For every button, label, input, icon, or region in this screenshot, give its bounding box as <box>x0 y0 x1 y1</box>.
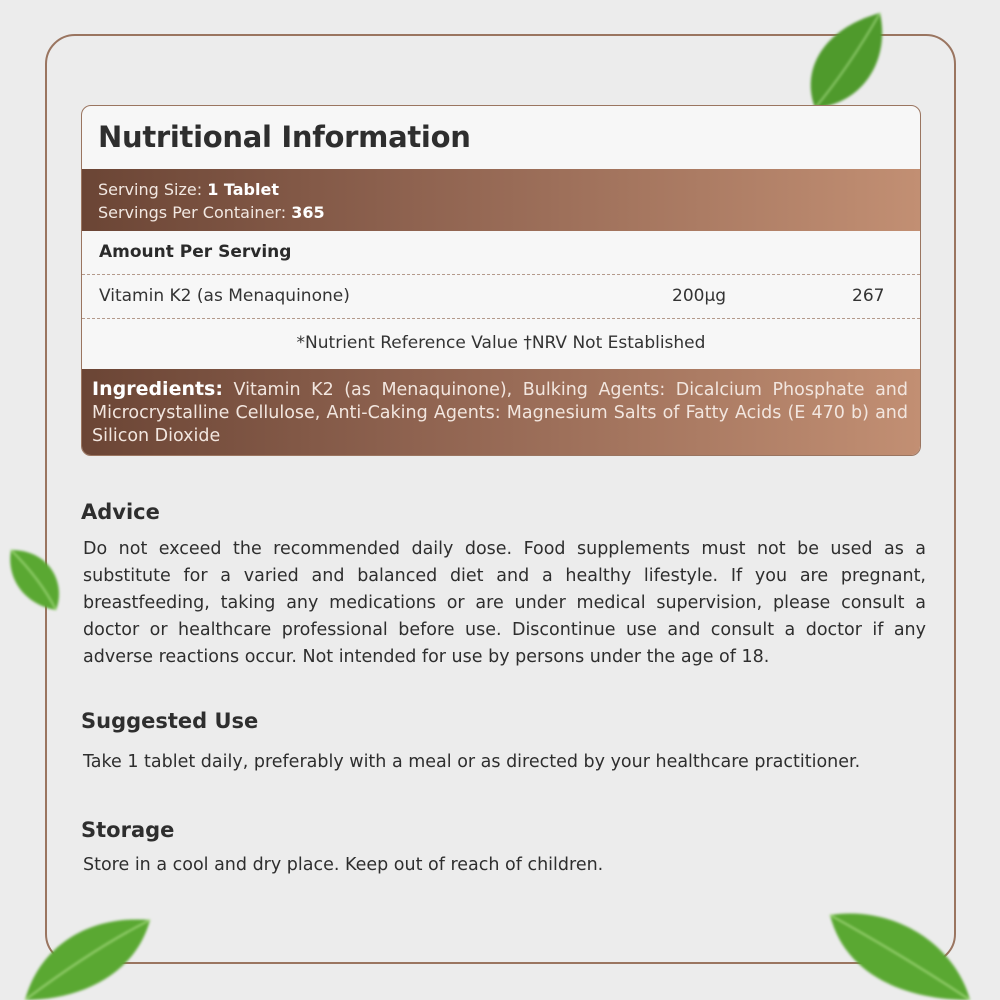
nutrition-panel <box>81 105 921 456</box>
advice-title: Advice <box>81 500 160 524</box>
serving-size-line <box>98 178 920 201</box>
nutrient-name: Vitamin K2 (as Menaquinone) <box>99 286 350 306</box>
servings-per-container-label: Servings Per Container: <box>98 203 287 222</box>
nutrient-amount: 200µg <box>672 286 727 306</box>
ingredients <box>82 369 920 455</box>
nutrient-row <box>82 275 920 319</box>
amount-per-serving-header: Amount Per Serving <box>82 231 920 275</box>
serving-size-value: 1 Tablet <box>207 180 279 199</box>
ingredients-text: Vitamin K2 (as Menaquinone), Bulking Agents: Dicalcium Phosphate and Microcrystalline Cellulose, Anti-Caking Agents: Magnesium Salts of Fatty Acids (E 470 b) and Silicon Dioxide <box>92 380 908 446</box>
suggested-use-title: Suggested Use <box>81 709 259 733</box>
leaf-icon <box>6 545 66 615</box>
ingredients-label: Ingredients: <box>92 378 223 400</box>
serving-info <box>82 169 920 231</box>
nrv-footnote: *Nutrient Reference Value †NRV Not Established <box>296 333 706 353</box>
servings-per-container-value: 365 <box>291 203 325 222</box>
nutrient-nrv: 267 <box>852 286 885 306</box>
serving-size-label: Serving Size: <box>98 180 203 199</box>
storage-text: Store in a cool and dry place. Keep out of reach of children. <box>83 855 604 875</box>
leaf-icon <box>20 905 160 1000</box>
panel-title: Nutritional Information <box>98 120 471 154</box>
suggested-use-text: Take 1 tablet daily, preferably with a meal or as directed by your healthcare practitioner. <box>83 752 861 772</box>
leaf-icon <box>795 8 895 118</box>
storage-title: Storage <box>81 818 175 842</box>
servings-per-container-line <box>98 201 920 224</box>
leaf-icon <box>825 905 975 1000</box>
advice-text: Do not exceed the recommended daily dose. Food supplements must not be used as a substitute for a varied and balanced diet and a healthy lifestyle. If you are pregnant, breastfeeding, taking any medications or are under medical supervision, please consult a doctor or healthcare professional before use. Discontinue use and consult a doctor if any adverse reactions occur. Not intended for use by persons under the age of 18. <box>83 539 926 667</box>
